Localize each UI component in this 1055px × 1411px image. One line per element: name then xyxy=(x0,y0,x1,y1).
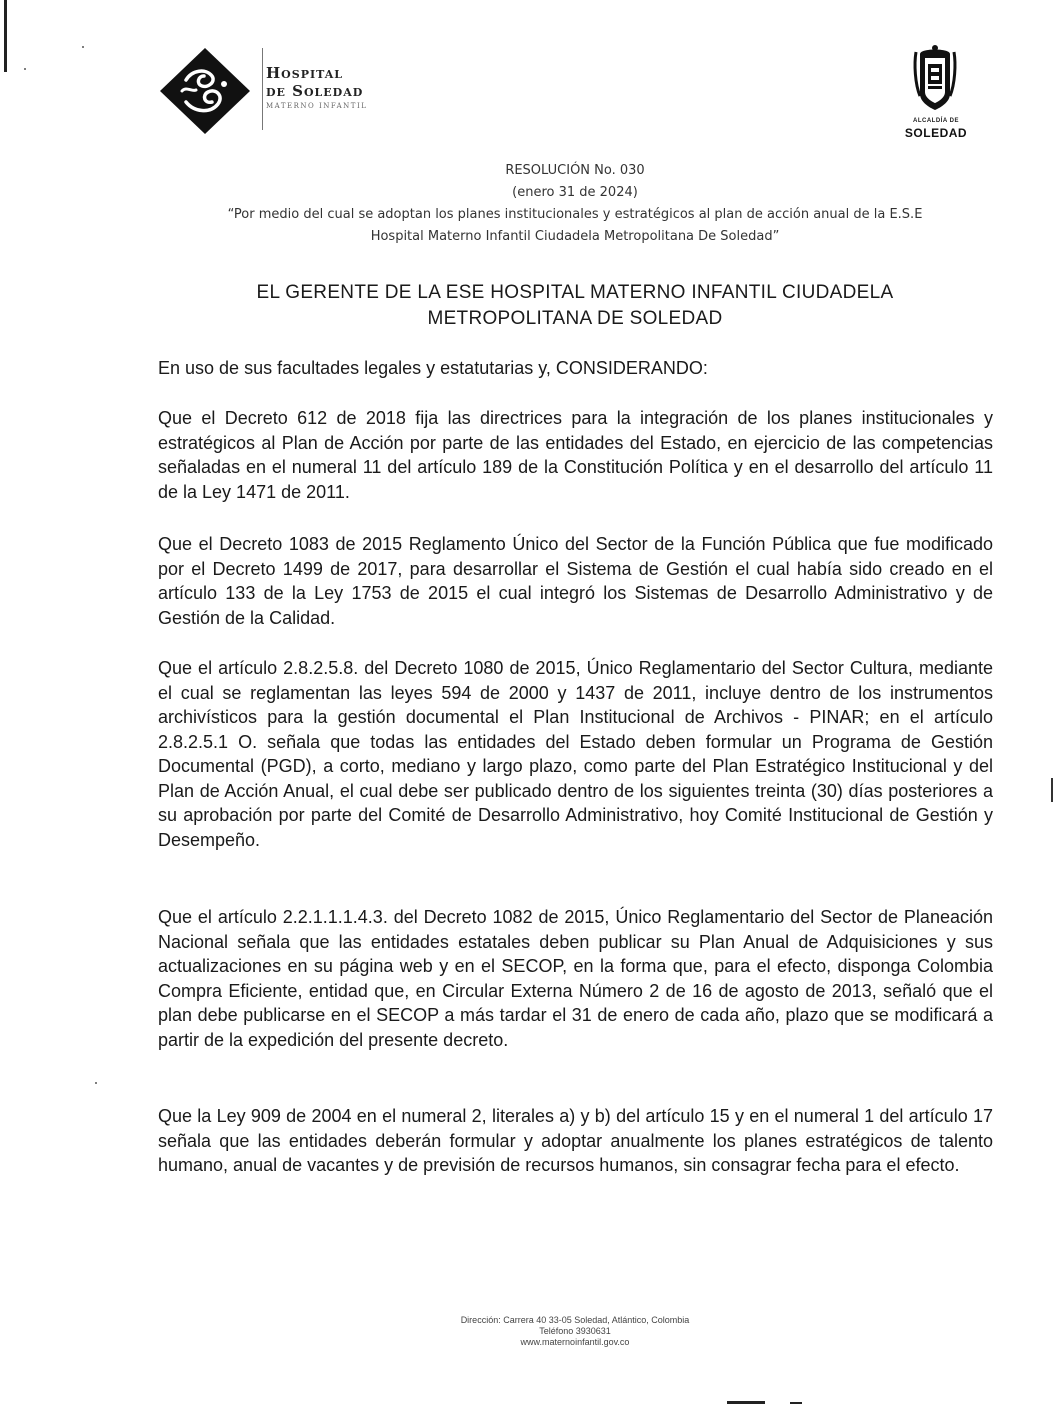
paragraph-decreto-612: Que el Decreto 612 de 2018 fija las directrices para la integración de los planes institucionales y estratégicos al Plan de Acción por parte de las entidades del Estado, en ejercicio de las competencias señaladas en el numeral 11 del artículo 189 de la Constitución Política y en el desarrollo del artículo 11 de la Ley 1471 de 2011. xyxy=(158,408,993,502)
resolution-header xyxy=(150,160,1000,248)
scan-artifact-dash xyxy=(727,1401,765,1404)
hospital-logo xyxy=(156,46,396,136)
scan-artifact-dot xyxy=(82,46,84,48)
paragraph-decreto-1083: Que el Decreto 1083 de 2015 Reglamento Único del Sector de la Función Pública que fue modificado por el Decreto 1499 de 2017, para desarrollar el Sistema de Gestión el cual había sido creado en el artículo 133 de la Ley 1753 de 2015 el cual integró los Sistemas de Desarrollo Administrativo y de Gestión de la Calidad. xyxy=(158,534,993,628)
scan-artifact-line xyxy=(4,0,7,72)
logo-divider xyxy=(262,48,263,130)
logo-line-2: de Soledad xyxy=(266,82,364,100)
paragraph-decreto-1082: Que el artículo 2.2.1.1.1.4.3. del Decreto 1082 de 2015, Único Reglamentario del Sector de Planeación Nacional señala que las entidades estatales deben publicar su Plan Anual de Adquisiciones y sus actualizaciones en su página web y en el SECOP, en la forma que, para el efecto, disponga Colombia Compra Eficiente, entidad que, en Circular Externa Número 2 de 16 de agosto de 2013, señaló que el plan debe publicarse en el SECOP a más tardar el 31 de enero de cada año, plazo que se modificará a partir de la expedición del presente decreto. xyxy=(158,907,993,1050)
crest-shield-icon xyxy=(912,44,958,112)
paragraph-ley-909: Que la Ley 909 de 2004 en el numeral 2, literales a) y b) del artículo 15 y en el numeral 1 del artículo 17 señala que las entidades deberán formular y adoptar anualmente los planes estratégicos de talento humano, anual de vacantes y de previsión de recursos humanos, sin consagrar fecha para el efecto. xyxy=(158,1106,993,1175)
hospital-logo-text xyxy=(266,64,367,110)
document-title xyxy=(150,280,1000,332)
resolution-date: (enero 31 de 2024) xyxy=(512,185,638,200)
crest-small-text: ALCALDÍA DE xyxy=(913,118,959,124)
resolution-subject-line-1: “Por medio del cual se adoptan los planes institucionales y estratégicos al plan de acción anual de la E.S.E xyxy=(227,207,923,222)
scan-artifact-dot xyxy=(95,1082,97,1084)
resolution-subject-line-2: Hospital Materno Infantil Ciudadela Metropolitana De Soledad” xyxy=(370,229,780,244)
crest-name: SOLEDAD xyxy=(904,126,968,140)
footer-website[interactable]: www.maternoinfantil.gov.co xyxy=(520,1337,630,1347)
title-line-2: METROPOLITANA DE SOLEDAD xyxy=(427,308,723,329)
footer-phone: Teléfono 3930631 xyxy=(539,1326,611,1336)
logo-line-3: MATERNO INFANTIL xyxy=(266,102,368,110)
hospital-logo-icon xyxy=(156,46,254,136)
footer-contact xyxy=(400,1315,750,1348)
scan-artifact-line xyxy=(1051,778,1053,802)
intro-text: En uso de sus facultades legales y estatutarias y, CONSIDERANDO: xyxy=(158,358,708,378)
footer-address: Dirección: Carrera 40 33-05 Soledad, Atlántico, Colombia xyxy=(460,1315,690,1325)
logo-line-1: Hospital xyxy=(266,64,343,82)
resolution-number: RESOLUCIÓN No. 030 xyxy=(505,163,645,178)
title-line-1: EL GERENTE DE LA ESE HOSPITAL MATERNO INFANTIL CIUDADELA xyxy=(256,282,894,303)
scan-artifact-dash xyxy=(790,1402,802,1404)
scan-artifact-dot xyxy=(24,68,26,70)
municipal-crest xyxy=(898,44,974,144)
paragraph-decreto-1080: Que el artículo 2.8.2.5.8. del Decreto 1080 de 2015, Único Reglamentario del Sector Cultura, mediante el cual se reglamentan las leyes 594 de 2000 y 1437 de 2011, incluye dentro de los instrumentos archivísticos para la gestión documental el Plan Institucional de Archivos - PINAR; en el artículo 2.8.2.5.1 O. señala que todas las entidades del Estado deben formular un Programa de Gestión Documental (PGD), a corto, mediano y largo plazo, como parte del Plan Estratégico Institucional y del Plan de Acción Anual, el cual debe ser publicado dentro de los siguientes treinta (30) días posteriores a su aprobación por parte del Comité de Desarrollo Administrativo, hoy Comité Institucional de Gestión y Desempeño. xyxy=(158,658,993,850)
